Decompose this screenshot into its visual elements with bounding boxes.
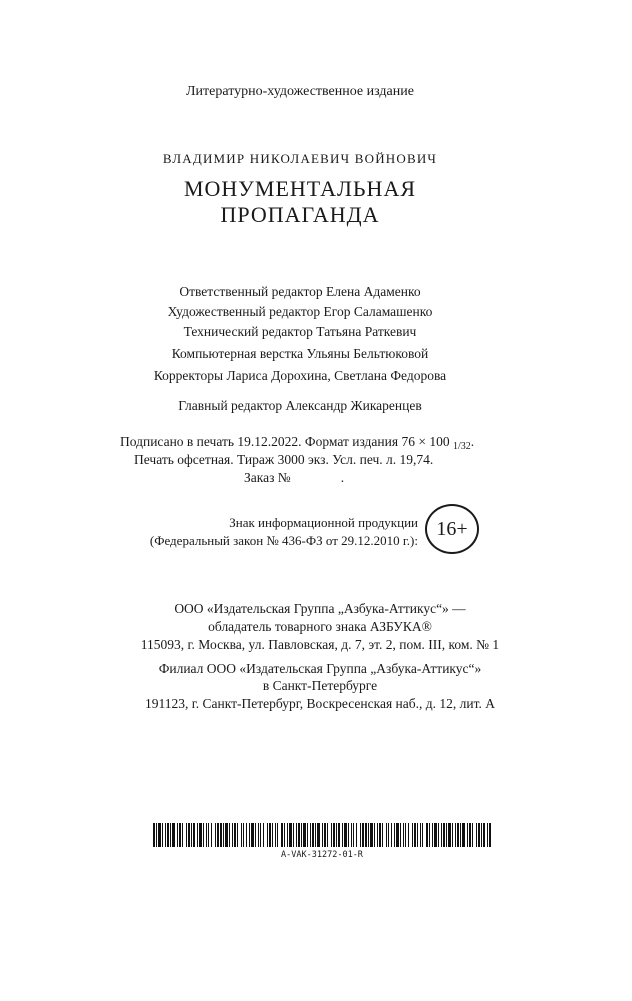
barcode-bar [191, 823, 192, 847]
barcode-bar [394, 823, 395, 847]
barcode-bar [446, 823, 447, 847]
barcode-bar [293, 823, 294, 847]
barcode-bar [324, 823, 326, 847]
barcode-bar [177, 823, 178, 847]
order-end: . [340, 470, 345, 485]
barcode-bar [356, 823, 357, 847]
barcode-bar [179, 823, 181, 847]
format-fraction: 1/32 [452, 441, 471, 452]
barcode-bar [251, 823, 254, 847]
credit-proofreaders: Корректоры Лариса Дорохина, Светлана Федорова [153, 368, 447, 383]
barcode-bar [162, 823, 163, 847]
barcode-bar [249, 823, 250, 847]
author-name: ВЛАДИМИР НИКОЛАЕВИЧ ВОЙНОВИЧ [162, 151, 438, 166]
branch-city: в Санкт-Петербурге [262, 678, 378, 693]
barcode-bar [287, 823, 288, 847]
barcode-bar [420, 823, 421, 847]
barcode-bar [331, 823, 332, 847]
barcode-bar [296, 823, 297, 847]
barcode-bar [206, 823, 207, 847]
credit-technical-editor: Технический редактор Татьяна Раткевич [183, 324, 417, 339]
barcode-bar [370, 823, 373, 847]
barcode-bar [263, 823, 264, 847]
chief-editor: Главный редактор Александр Жикаренцев [178, 398, 422, 413]
print-line1-end: . [470, 434, 475, 449]
barcode-bar [172, 823, 175, 847]
barcode-bar [223, 823, 224, 847]
barcode-bar [272, 823, 273, 847]
barcode-bar [217, 823, 219, 847]
barcode-bar [443, 823, 445, 847]
barcode-bar [481, 823, 482, 847]
barcode-bar [322, 823, 323, 847]
credit-art-editor: Художественный редактор Егор Саламашенко [167, 304, 433, 319]
barcode-bar [211, 823, 212, 847]
barcode-bar [203, 823, 204, 847]
barcode-bar [197, 823, 198, 847]
barcode-bar [391, 823, 392, 847]
barcode-bar [483, 823, 485, 847]
barcode-bar [303, 823, 306, 847]
barcode-bar [281, 823, 283, 847]
barcode-bar [351, 823, 352, 847]
barcode-bar [284, 823, 285, 847]
barcode-bar [489, 823, 491, 847]
barcode-bar [377, 823, 378, 847]
barcode-bar [353, 823, 354, 847]
age-rating-badge: 16+ [425, 504, 479, 554]
barcode-bar [338, 823, 340, 847]
barcode-text: A-VAK-31272-01-R [281, 850, 363, 860]
barcode-bar [348, 823, 349, 847]
barcode-bar [405, 823, 406, 847]
barcode-bar [478, 823, 480, 847]
barcode-bar [215, 823, 216, 847]
barcode-bar [310, 823, 311, 847]
barcode-bar [469, 823, 471, 847]
barcode-bar [260, 823, 261, 847]
barcode-bar [199, 823, 202, 847]
barcode-bar [408, 823, 409, 847]
barcode-bar [429, 823, 430, 847]
barcode-bar [400, 823, 401, 847]
barcode-bar [182, 823, 183, 847]
barcode-bar [344, 823, 347, 847]
credit-responsible-editor: Ответственный редактор Елена Адаменко [179, 284, 421, 299]
barcode-bar [258, 823, 259, 847]
barcode-bar [467, 823, 468, 847]
barcode-bar [438, 823, 439, 847]
barcode-bar [460, 823, 461, 847]
barcode-bar [455, 823, 456, 847]
barcode-bar [396, 823, 399, 847]
print-info-line-2: Печать офсетная. Тираж 3000 экз. Усл. печ. л. 19,74. [134, 452, 434, 467]
barcode-bar [312, 823, 314, 847]
barcode-bar [153, 823, 155, 847]
info-product-label: Знак информационной продукции [229, 515, 418, 530]
barcode-bar [426, 823, 428, 847]
barcode-bar [298, 823, 300, 847]
edition-type-label: Литературно-художественное издание [186, 84, 414, 99]
barcode-bar [487, 823, 488, 847]
barcode-bar [315, 823, 316, 847]
barcode-bar [275, 823, 276, 847]
barcode-bar [269, 823, 271, 847]
barcode-bar [476, 823, 477, 847]
barcode-bar [432, 823, 433, 847]
barcode-bar [441, 823, 442, 847]
barcode-bar [170, 823, 171, 847]
barcode-bar [382, 823, 383, 847]
print-info-line-1 [120, 434, 474, 450]
barcode-bar [374, 823, 375, 847]
barcode-bar [336, 823, 337, 847]
branch-name: Филиал ООО «Издательская Группа „Азбука-Аттикус“» [158, 661, 482, 676]
barcode-bar [412, 823, 413, 847]
credit-layout: Компьютерная верстка Ульяны Бельтюковой [171, 346, 429, 361]
barcode-bar [457, 823, 459, 847]
barcode-bar [186, 823, 187, 847]
barcode-bar [403, 823, 404, 847]
publisher-address-moscow: 115093, г. Москва, ул. Павловская, д. 7, эт. 2, пом. III, ком. № 1 [140, 637, 500, 652]
branch-address: 191123, г. Санкт-Петербург, Воскресенская наб., д. 12, лит. А [145, 696, 495, 711]
barcode-bar [158, 823, 161, 847]
barcode-bar [229, 823, 230, 847]
barcode-bar [388, 823, 389, 847]
barcode-bar [333, 823, 335, 847]
barcode-bar [243, 823, 244, 847]
order-label: Заказ № [244, 470, 291, 485]
barcode-bar [232, 823, 233, 847]
barcode-bar [386, 823, 387, 847]
barcode-image [153, 823, 491, 847]
barcode-bar [362, 823, 364, 847]
barcode-bar [417, 823, 418, 847]
barcode-bar [414, 823, 416, 847]
barcode-bar [255, 823, 256, 847]
barcode-bar [448, 823, 451, 847]
barcode-bar [246, 823, 247, 847]
barcode-bar [156, 823, 157, 847]
barcode-bar [317, 823, 320, 847]
barcode-bar [368, 823, 369, 847]
barcode-bar [379, 823, 381, 847]
book-title-line-2: ПРОПАГАНДА [220, 202, 380, 227]
barcode-bar [422, 823, 423, 847]
barcode-bar [225, 823, 228, 847]
barcode-bar [327, 823, 328, 847]
barcode-bar [307, 823, 308, 847]
publisher-trademark: обладатель товарного знака АЗБУКА® [208, 619, 432, 634]
book-title-line-1: МОНУМЕНТАЛЬНАЯ [183, 176, 417, 201]
print-date-format: Подписано в печать 19.12.2022. Формат издания 76 × 100 [120, 434, 453, 449]
barcode-bar [188, 823, 190, 847]
barcode-bar [165, 823, 166, 847]
barcode-bar [234, 823, 236, 847]
barcode-bar [301, 823, 302, 847]
barcode-bar [167, 823, 169, 847]
barcode-bar [193, 823, 195, 847]
order-number [244, 470, 344, 486]
barcode-bar [342, 823, 343, 847]
barcode-bar [434, 823, 437, 847]
barcode-bar [289, 823, 292, 847]
barcode-bar [220, 823, 222, 847]
barcode-bar [237, 823, 238, 847]
barcode-bar [472, 823, 473, 847]
info-product-law: (Федеральный закон № 436-ФЗ от 29.12.2010 г.): [149, 533, 418, 548]
barcode-bar [267, 823, 268, 847]
barcode-bar [452, 823, 453, 847]
barcode-bar [241, 823, 242, 847]
barcode-bar [360, 823, 361, 847]
barcode-bar [208, 823, 209, 847]
publisher-name: ООО «Издательская Группа „Азбука-Аттикус“» — [174, 601, 466, 616]
barcode-bar [365, 823, 367, 847]
barcode-bar [462, 823, 465, 847]
barcode-bar [277, 823, 278, 847]
